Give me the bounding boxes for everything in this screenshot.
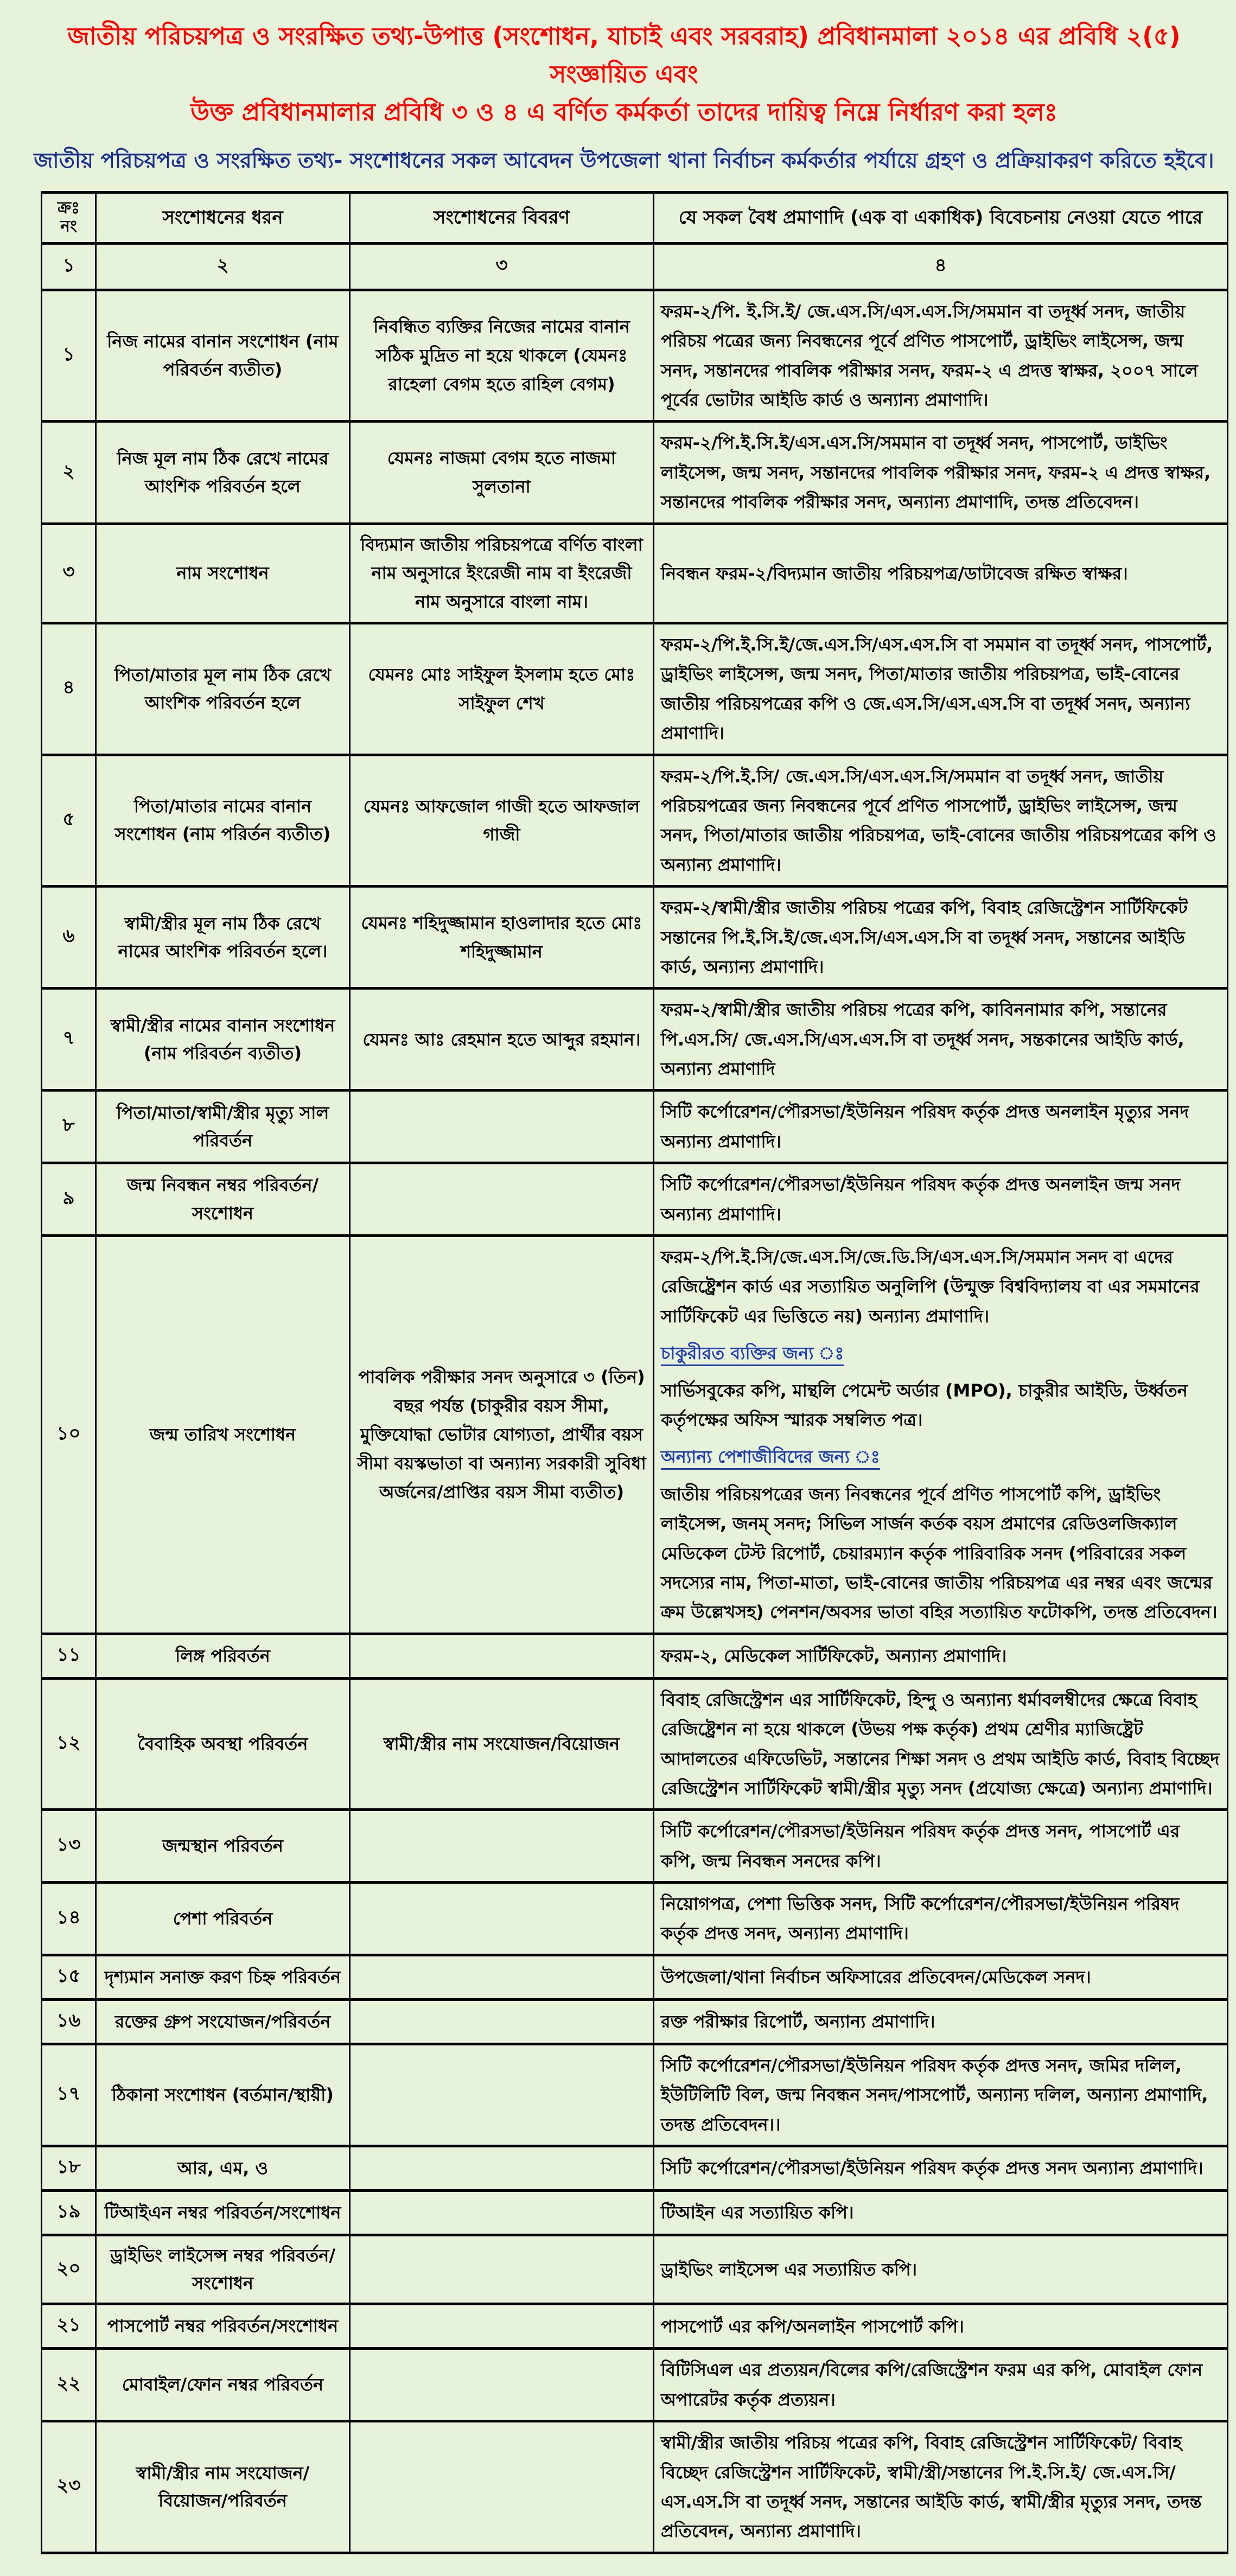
row-serial: ২২ [42, 2349, 96, 2421]
row-correction-type: জন্ম তারিখ সংশোধন [96, 1236, 350, 1634]
documents-paragraph: ফরম-২/পি. ই.সি.ই/ জে.এস.সি/এস.এস.সি/সমমান বা তদূর্ধ্ব সনদ, জাতীয় পরিচয় পত্রের জন্য নিবন্ধনের পূর্বে প্রণিত পাসপোর্ট, ড্রাইভিং লাইসেন্স, জন্ম সনদ, সন্তানদের পাবলিক পরীক্ষার সনদ, ফরম-২ এ প্রদত্ত স্বাক্ষর, ২০০৭ সালে পূর্বের ভোটার আইডি কার্ড ও অন্যান্য প্রমাণাদি। [661, 301, 1198, 411]
row-correction-description [350, 2349, 654, 2421]
documents-paragraph: বিটিসিএল এর প্রত্যয়ন/বিলের কপি/রেজিস্ট্রেশন ফরম এর কপি, মোবাইল ফোন অপারেটর কর্তৃক প্রত্যয়ন। [661, 2360, 1203, 2410]
row-correction-description: যেমনঃ আফজোল গাজী হতে আফজাল গাজী [350, 755, 654, 887]
row-valid-documents [654, 623, 1228, 755]
table-row [42, 2304, 1228, 2349]
column-header-valid-documents: যে সকল বৈধ প্রমাণাদি (এক বা একাধিক) বিবেচনায় নেওয়া যেতে পারে [654, 192, 1228, 243]
row-correction-description [350, 2191, 654, 2235]
row-correction-type: স্বামী/স্ত্রীর নামের বানান সংশোধন (নাম পরিবর্তন ব্যতীত) [96, 989, 350, 1091]
row-valid-documents [654, 2146, 1228, 2191]
column-header-correction-type: সংশোধনের ধরন [96, 192, 350, 243]
row-correction-description [350, 1883, 654, 1955]
column-number-4: ৪ [654, 243, 1228, 290]
documents-paragraph: ফরম-২/স্বামী/স্ত্রীর জাতীয় পরিচয় পত্রের কপি, কাবিননামার কপি, সন্তানের পি.এস.সি/ জে.এস.সি/এস.এস.সি বা তদূর্ধ্ব সনদ, সন্তকানের আইডি কার্ড, অন্যান্য প্রমাণাদি [661, 999, 1184, 1080]
table-row [42, 2349, 1228, 2421]
row-correction-type: টিআইএন নম্বর পরিবর্তন/সংশোধন [96, 2191, 350, 2235]
row-serial: ২১ [42, 2304, 96, 2349]
row-serial: ১৯ [42, 2191, 96, 2235]
row-serial: ১২ [42, 1678, 96, 1810]
row-correction-type: আর, এম, ও [96, 2146, 350, 2191]
row-correction-type: দৃশ্যমান সনাক্ত করণ চিহ্ন পরিবর্তন [96, 1955, 350, 1999]
row-serial: ২৩ [42, 2421, 96, 2553]
documents-paragraph: সিটি কর্পোরেশন/পৌরসভা/ইউনিয়ন পরিষদ কর্তৃক প্রদত্ত সনদ অন্যান্য প্রমাণাদি। [661, 2158, 1203, 2179]
row-correction-description [350, 2146, 654, 2191]
column-number-1: ১ [42, 243, 96, 290]
row-correction-description [350, 1955, 654, 1999]
row-valid-documents [654, 290, 1228, 422]
table-body [42, 290, 1228, 2553]
row-correction-type: জন্ম নিবন্ধন নম্বর পরিবর্তন/সংশোধন [96, 1163, 350, 1236]
row-correction-description [350, 1091, 654, 1163]
row-correction-description [350, 1163, 654, 1236]
table-row [42, 1236, 1228, 1634]
row-correction-description [350, 2421, 654, 2553]
row-valid-documents [654, 2191, 1228, 2235]
row-valid-documents [654, 1883, 1228, 1955]
table-row [42, 623, 1228, 755]
column-number-2: ২ [96, 243, 350, 290]
row-valid-documents [654, 1091, 1228, 1163]
row-correction-description [350, 2044, 654, 2146]
documents-paragraph: ড্রাইভিং লাইসেন্স এর সত্যায়িত কপি। [661, 2259, 918, 2280]
column-number-row [42, 243, 1228, 290]
row-correction-description: পাবলিক পরীক্ষার সনদ অনুসারে ৩ (তিন) বছর পর্যন্ত (চাকুরীর বয়স সীমা, মুক্তিযোদ্ধা ভোটার যোগ্যতা, প্রার্থীর বয়স সীমা বয়স্কভাতা বা অন্যান্য সরকারী সুবিধা অর্জনের/প্রাপ্তির বয়স সীমা ব্যতীত) [350, 1236, 654, 1634]
table-row [42, 2235, 1228, 2304]
row-valid-documents [654, 1163, 1228, 1236]
table-row [42, 989, 1228, 1091]
documents-paragraph: নিয়োগপত্র, পেশা ভিত্তিক সনদ, সিটি কর্পোরেশন/পৌরসভা/ইউনিয়ন পরিষদ কর্তৃক প্রদত্ত সনদ, অন্যান্য প্রমাণাদি। [661, 1893, 1180, 1944]
row-correction-description [350, 1999, 654, 2044]
row-valid-documents [654, 2235, 1228, 2304]
row-correction-type: পিতা/মাতার নামের বানান সংশোধন (নাম পরির্তন ব্যতীত) [96, 755, 350, 887]
table-row [42, 1999, 1228, 2044]
table-row [42, 1883, 1228, 1955]
row-correction-type: স্বামী/স্ত্রীর মূল নাম ঠিক রেখে নামের আংশিক পরিবর্তন হলে। [96, 887, 350, 989]
row-correction-description [350, 2235, 654, 2304]
table-row [42, 1678, 1228, 1810]
row-correction-type: নিজ নামের বানান সংশোধন (নাম পরিবর্তন ব্যতীত) [96, 290, 350, 422]
table-header-row [42, 192, 1228, 243]
row-correction-description: বিদ্যমান জাতীয় পরিচয়পত্রে বর্ণিত বাংলা নাম অনুসারে ইংরেজী নাম বা ইংরেজী নাম অনুসারে বাংলা নাম। [350, 524, 654, 623]
row-serial: ৫ [42, 755, 96, 887]
documents-paragraph: সিটি কর্পোরেশন/পৌরসভা/ইউনিয়ন পরিষদ কর্তৃক প্রদত্ত সনদ, পাসপোর্ট এর কপি, জন্ম নিবন্ধন সনদের কপি। [661, 1821, 1180, 1871]
documents-paragraph: ফরম-২/পি.ই.সি.ই/জে.এস.সি/এস.এস.সি বা সমমান বা তদূর্ধ্ব সনদ, পাসপোর্ট, ড্রাইভিং লাইসেন্স, জন্ম সনদ, পিতা/মাতার জাতীয় পরিচয়পত্র, ভাই-বোনের জাতীয় পরিচয়পত্রের কপি ও জে.এস.সি/এস.এস.সি বা তদূর্ধ্ব সনদ, অন্যান্য প্রমাণাদি। [661, 634, 1213, 744]
row-correction-type: বৈবাহিক অবস্থা পরিবর্তন [96, 1678, 350, 1810]
row-valid-documents [654, 1999, 1228, 2044]
documents-paragraph: স্বামী/স্ত্রীর জাতীয় পরিচয় পত্রের কপি, বিবাহ রেজিস্ট্রেশন সার্টিফিকেট/ বিবাহ বিচ্ছেদ রেজিস্ট্রেশন সার্টিফিকেট, স্বামী/স্ত্রী/সন্তানের পি.ই.সি.ই/ জে.এস.সি/ এস.এস.সি বা তদূর্ধ্ব সনদ, সন্তানের আইডি কার্ড, স্বামী/স্ত্রীর মৃত্যুর সনদ, তদন্ত প্রতিবেদন, অন্যান্য প্রমাণাদি। [661, 2432, 1202, 2542]
row-correction-description: নিবন্ধিত ব্যক্তির নিজের নামের বানান সঠিক মুদ্রিত না হয়ে থাকলে (যেমনঃ রাহেলা বেগম হতে রাহিল বেগম) [350, 290, 654, 422]
row-serial: ১৭ [42, 2044, 96, 2146]
row-correction-description: যেমনঃ মোঃ সাইফুল ইসলাম হতে মোঃ সাইফুল শেখ [350, 623, 654, 755]
row-correction-type: পেশা পরিবর্তন [96, 1883, 350, 1955]
row-serial: ৩ [42, 524, 96, 623]
row-serial: ১৪ [42, 1883, 96, 1955]
column-number-3: ৩ [350, 243, 654, 290]
documents-paragraph: ফরম-২/পি.ই.সি/ জে.এস.সি/এস.এস.সি/সমমান বা তদূর্ধ্ব সনদ, জাতীয় পরিচয়পত্রের জন্য নিবন্ধনের পূর্বে প্রণিত পাসপোর্ট, ড্রাইভিং লাইসেন্স, জন্ম সনদ, পিতা/মাতার জাতীয় পরিচয়পত্র, ভাই-বোনের জাতীয় পরিচয়পত্রের কপি ও অন্যান্য প্রমাণাদি। [661, 766, 1216, 875]
row-serial: ১১ [42, 1634, 96, 1678]
table-row [42, 1810, 1228, 1883]
column-header-correction-description: সংশোধনের বিবরণ [350, 192, 654, 243]
row-serial: ১ [42, 290, 96, 422]
row-serial: ২ [42, 422, 96, 524]
documents-paragraph: সিটি কর্পোরেশন/পৌরসভা/ইউনিয়ন পরিষদ কর্তৃক প্রদত্ত অনলাইন জন্ম সনদ অন্যান্য প্রমাণাদি। [661, 1174, 1181, 1225]
table-row [42, 755, 1228, 887]
documents-paragraph: পাসপোর্ট এর কপি/অনলাইন পাসপোর্ট কপি। [661, 2316, 964, 2337]
table-row [42, 1091, 1228, 1163]
row-correction-type: ঠিকানা সংশোধন (বর্তমান/স্থায়ী) [96, 2044, 350, 2146]
row-serial: ১৮ [42, 2146, 96, 2191]
row-serial: ১০ [42, 1236, 96, 1634]
row-correction-description [350, 1810, 654, 1883]
table-row [42, 1163, 1228, 1236]
documents-paragraph: উপজেলা/থানা নির্বাচন অফিসারের প্রতিবেদন/মেডিকেল সনদ। [661, 1967, 1091, 1988]
row-serial: ৪ [42, 623, 96, 755]
row-correction-type: লিঙ্গ পরিবর্তন [96, 1634, 350, 1678]
row-correction-type: রক্তের গ্রুপ সংযোজন/পরিবর্তন [96, 1999, 350, 2044]
table-row [42, 887, 1228, 989]
title-line-1: জাতীয় পরিচয়পত্র ও সংরক্ষিত তথ্য-উপাত্ত (সংশোধন, যাচাই এবং সরবরাহ) প্রবিধানমালা ২০১৪ এর প্রবিধি ২(৫) সংজ্ঞায়িত এবং [67, 22, 1181, 88]
row-correction-type: ড্রাইভিং লাইসেন্স নম্বর পরিবর্তন/সংশোধন [96, 2235, 350, 2304]
row-correction-type: নাম সংশোধন [96, 524, 350, 623]
row-valid-documents [654, 1678, 1228, 1810]
table-row [42, 290, 1228, 422]
row-correction-type: জন্মস্থান পরিবর্তন [96, 1810, 350, 1883]
row-correction-type: স্বামী/স্ত্রীর নাম সংযোজন/ বিয়োজন/পরিবর্তন [96, 2421, 350, 2553]
row-correction-description: যেমনঃ নাজমা বেগম হতে নাজমা সুলতানা [350, 422, 654, 524]
documents-section-heading: চাকুরীরত ব্যক্তির জন্য ঃ [661, 1343, 844, 1364]
row-correction-type: নিজ মূল নাম ঠিক রেখে নামের আংশিক পরিবর্তন হলে [96, 422, 350, 524]
row-correction-type: পিতা/মাতার মূল নাম ঠিক রেখে আংশিক পরিবর্তন হলে [96, 623, 350, 755]
documents-paragraph: ফরম-২/পি.ই.সি.ই/এস.এস.সি/সমমান বা তদূর্ধ্ব সনদ, পাসপোর্ট, ডাইভিং লাইসেন্স, জন্ম সনদ, সন্তানদের পাবলিক পরীক্ষার সনদ, ফরম-২ এ প্রদত্ত স্বাক্ষর, সন্তানদের পাবলিক পরীক্ষার সনদ, অন্যান্য প্রমাণাদি, তদন্ত প্রতিবেদন। [661, 432, 1211, 513]
row-correction-description: স্বামী/স্ত্রীর নাম সংযোজন/বিয়োজন [350, 1678, 654, 1810]
row-valid-documents [654, 524, 1228, 623]
table-row [42, 524, 1228, 623]
row-serial: ২০ [42, 2235, 96, 2304]
documents-paragraph: জাতীয় পরিচয়পত্রের জন্য নিবন্ধনের পূর্বে প্রণিত পাসপোর্ট কপি, ড্রাইভিং লাইসেন্স, জনম্ সনদ; সিভিল সার্জন কর্তক বয়স প্রমাণের রেডিওলজিক্যাল মেডিকেল টেস্ট রিপোর্ট, চেয়ারম্যান কর্তৃক পারিবারিক সনদ (পরিবারের সকল সদস্যের নাম, পিতা-মাতা, ভাই-বোনের জাতীয় পরিচয়পত্র এর নম্বর এবং জন্মের ক্রম উল্লেখসহ) পেনশন/অবসর ভাতা বহির সত্যায়িত ফটোকপি, তদন্ত প্রতিবেদন। [661, 1483, 1218, 1623]
documents-paragraph: ফরম-২/স্বামী/স্ত্রীর জাতীয় পরিচয় পত্রের কপি, বিবাহ রেজিস্ট্রেশন সার্টিফিকেট সন্তানের পি.ই.সি.ই/জে.এস.সি/এস.এস.সি বা তদূর্ধ্ব সনদ, সন্তানের আইডি কার্ড, অন্যান্য প্রমাণাদি। [661, 897, 1188, 977]
row-serial: ৭ [42, 989, 96, 1091]
table-row [42, 1955, 1228, 1999]
row-correction-type: পিতা/মাতা/স্বামী/স্ত্রীর মৃত্যু সাল পরিবর্তন [96, 1091, 350, 1163]
row-correction-description: যেমনঃ আঃ রেহমান হতে আব্দুর রহমান। [350, 989, 654, 1091]
row-serial: ৯ [42, 1163, 96, 1236]
documents-paragraph: রক্ত পরীক্ষার রিপোর্ট, অন্যান্য প্রমাণাদি। [661, 2011, 935, 2032]
row-valid-documents [654, 1634, 1228, 1678]
documents-paragraph: টিআইন এর সত্যায়িত কপি। [661, 2202, 854, 2223]
table-row [42, 1634, 1228, 1678]
title-line-2: উক্ত প্রবিধানমালার প্রবিধি ৩ ও ৪ এ বর্ণিত কর্মকর্তা তাদের দায়িত্ব নিম্নে নির্ধারণ করা হলঃ [190, 97, 1057, 126]
correction-rules-table [41, 191, 1228, 2554]
row-correction-description [350, 1634, 654, 1678]
table-row [42, 422, 1228, 524]
documents-paragraph: সিটি কর্পোরেশন/পৌরসভা/ইউনিয়ন পরিষদ কর্তৃক প্রদত্ত সনদ, জমির দলিল, ইউটিলিটি বিল, জন্ম নিবন্ধন সনদ/পাসপোর্ট, অন্যান্য দলিল, অন্যান্য প্রমাণাদি, তদন্ত প্রতিবেদন।। [661, 2055, 1208, 2135]
row-serial: ৬ [42, 887, 96, 989]
documents-paragraph: ফরম-২/পি.ই.সি/জে.এস.সি/জে.ডি.সি/এস.এস.সি/সমমান সনদ বা এদের রেজিষ্ট্রেশন কার্ড এর সত্যায়িত অনুলিপি (উন্মুক্ত বিশ্ববিদ্যালয বা এর সমমানের সার্টিফিকেট এর ভিত্তিতে নয়) অন্যান্য প্রমাণাদি। [661, 1247, 1200, 1327]
row-valid-documents [654, 2304, 1228, 2349]
row-correction-description [350, 2304, 654, 2349]
documents-paragraph: ফরম-২, মেডিকেল সার্টিফিকেট, অন্যান্য প্রমাণাদি। [661, 1646, 1007, 1667]
row-valid-documents [654, 1955, 1228, 1999]
table-row [42, 2191, 1228, 2235]
table-row [42, 2146, 1228, 2191]
row-correction-type: মোবাইল/ফোন নম্বর পরিবর্তন [96, 2349, 350, 2421]
row-valid-documents [654, 2044, 1228, 2146]
column-header-serial: ক্রঃ নং [42, 192, 96, 243]
row-serial: ১৬ [42, 1999, 96, 2044]
row-valid-documents [654, 989, 1228, 1091]
documents-section-heading: অন্যান্য পেশাজীবিদের জন্য ঃ [661, 1446, 880, 1468]
row-serial: ১৩ [42, 1810, 96, 1883]
row-correction-type: পাসপোর্ট নম্বর পরিবর্তন/সংশোধন [96, 2304, 350, 2349]
documents-paragraph: সার্ভিসবুকের কপি, মান্থলি পেমেন্ট অর্ডার (MPO), চাকুরীর আইডি, উর্ধ্বতন কর্তৃপক্ষের অফিস স্মারক সম্বলিত পত্র। [661, 1380, 1188, 1430]
documents-paragraph: সিটি কর্পোরেশন/পৌরসভা/ইউনিয়ন পরিষদ কর্তৃক প্রদত্ত অনলাইন মৃত্যুর সনদ অন্যান্য প্রমাণাদি। [661, 1101, 1189, 1152]
row-valid-documents [654, 422, 1228, 524]
documents-paragraph: নিবন্ধন ফরম-২/বিদ্যমান জাতীয় পরিচয়পত্র/ডাটাবেজ রক্ষিত স্বাক্ষর। [661, 563, 1128, 584]
row-valid-documents [654, 755, 1228, 887]
row-serial: ৮ [42, 1091, 96, 1163]
documents-paragraph: বিবাহ রেজিস্ট্রেশন এর সার্টিফিকেট, হিন্দু ও অন্যান্য ধর্মাবলম্বীদের ক্ষেত্রে বিবাহ রেজিষ্ট্রেশন না হয়ে থাকলে (উভয় পক্ষ কর্তৃক) প্রথম শ্রেণীর ম্যাজিষ্ট্রেট আদালতের এফিডেভিট, সন্তানের শিক্ষা সনদ ও প্রথম আইডি কার্ড, বিবাহ বিচ্ছেদ রেজিস্ট্রেশন সার্টিফিকেট স্বামী/স্ত্রীর মৃত্যু সনদ (প্রযোজ্য ক্ষেত্রে) অন্যান্য প্রমাণাদি। [661, 1689, 1220, 1799]
table-row [42, 2421, 1228, 2553]
row-valid-documents [654, 2349, 1228, 2421]
row-correction-description: যেমনঃ শহিদুজ্জামান হাওলাদার হতে মোঃ শহিদুজ্জামান [350, 887, 654, 989]
row-valid-documents [654, 887, 1228, 989]
page-subtitle: জাতীয় পরিচয়পত্র ও সংরক্ষিত তথ্য- সংশোধনের সকল আবেদন উপজেলা থানা নির্বাচন কর্মকর্তার পর্যায়ে গ্রহণ ও প্রক্রিয়াকরণ করিতে হইবে। [34, 149, 1214, 174]
table-row [42, 2044, 1228, 2146]
row-serial: ১৫ [42, 1955, 96, 1999]
row-valid-documents [654, 1810, 1228, 1883]
row-valid-documents [654, 2421, 1228, 2553]
page-title [38, 17, 1210, 131]
row-valid-documents [654, 1236, 1228, 1634]
